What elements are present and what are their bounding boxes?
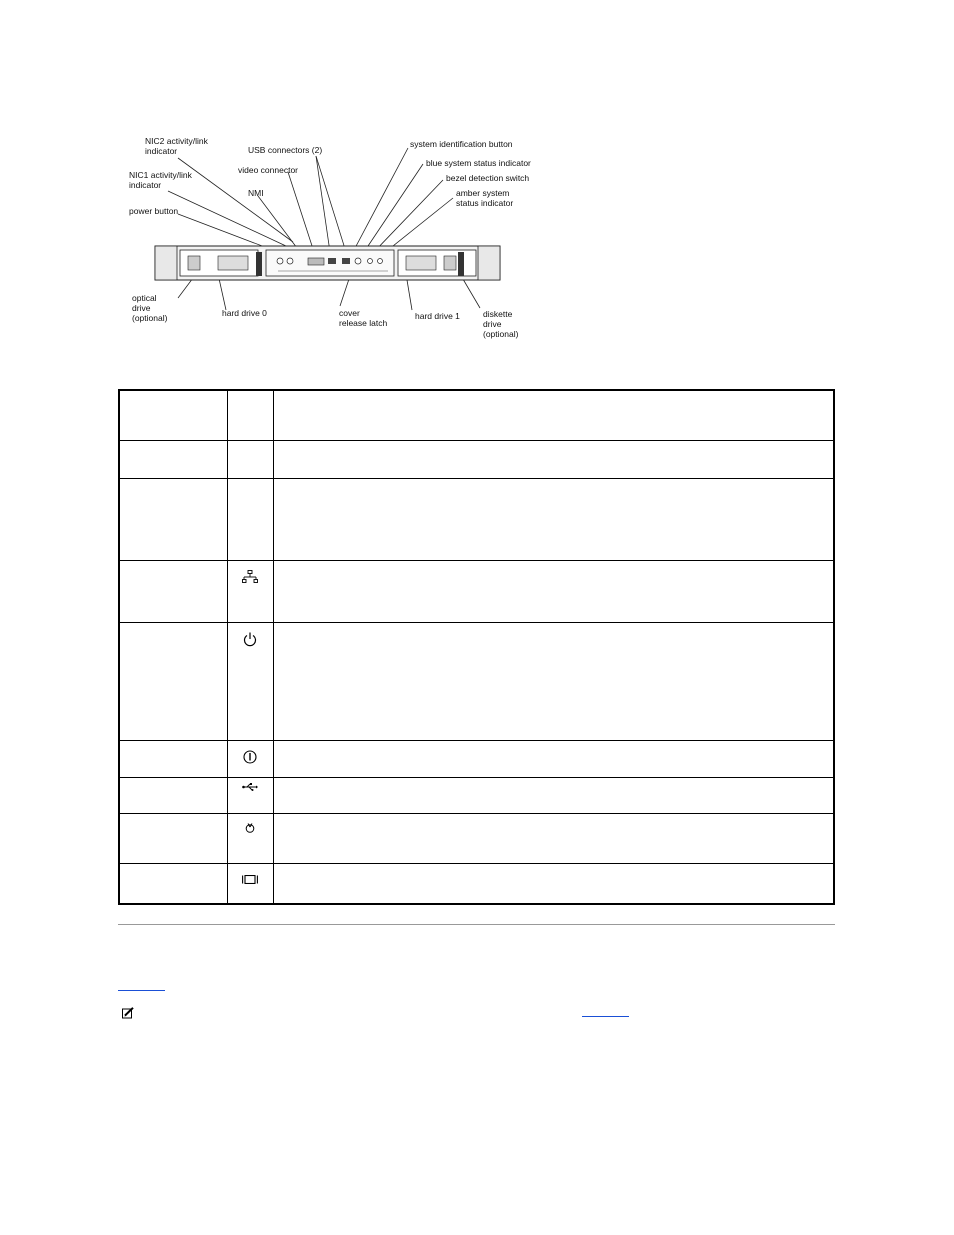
description-cell [273,560,834,622]
component-cell [119,390,227,440]
component-cell [119,440,227,478]
table-row [119,440,834,478]
icon-cell [227,390,273,440]
icon-cell [227,777,273,813]
icon-cell [227,863,273,904]
callout-hd0: hard drive 0 [222,308,267,318]
icon-cell [227,478,273,560]
callout-optical: optical drive (optional) [132,293,168,323]
nmi-icon [245,823,255,833]
description-cell [273,863,834,904]
component-cell [119,478,227,560]
callout-nic1: NIC1 activity/link indicator [129,170,192,190]
table-row [119,740,834,777]
note-icon [122,1006,134,1024]
description-cell [273,440,834,478]
callout-diskette: diskette drive (optional) [483,309,519,339]
note-reference-link[interactable] [582,1016,629,1017]
icon-cell [227,813,273,863]
icon-cell [227,740,273,777]
video-icon [242,875,258,884]
network-icon [242,570,258,584]
callout-bezel: bezel detection switch [446,173,530,183]
description-cell [273,813,834,863]
power-icon [243,632,257,647]
table-row [119,777,834,813]
callout-usb: USB connectors (2) [248,145,323,155]
callout-hd1: hard drive 1 [415,311,460,321]
description-cell [273,478,834,560]
table-row [119,622,834,740]
callout-blue-status: blue system status indicator [426,158,531,168]
component-cell [119,813,227,863]
callout-nmi: NMI [248,188,264,198]
usb-icon [242,783,258,791]
component-cell [119,863,227,904]
description-cell [273,622,834,740]
callout-cover: cover release latch [339,308,388,328]
description-cell [273,777,834,813]
component-cell [119,777,227,813]
info-icon [243,750,257,764]
description-cell [273,740,834,777]
front-panel-figure [118,128,538,348]
front-panel-features-table [118,389,835,905]
icon-cell [227,560,273,622]
table-row [119,478,834,560]
component-cell [119,740,227,777]
component-cell [119,560,227,622]
icon-cell [227,440,273,478]
callout-system-id: system identification button [410,139,513,149]
callout-power-button: power button [129,206,179,216]
component-cell [119,622,227,740]
icon-cell [227,622,273,740]
callout-amber-status: amber system status indicator [456,188,514,208]
section-divider [118,924,835,925]
table-row [119,863,834,904]
table-row [119,560,834,622]
description-cell [273,390,834,440]
callout-video: video connector [238,165,299,175]
table-row [119,390,834,440]
callout-nic2: NIC2 activity/link indicator [145,136,208,156]
table-row [119,813,834,863]
back-to-top-link[interactable] [118,990,165,991]
